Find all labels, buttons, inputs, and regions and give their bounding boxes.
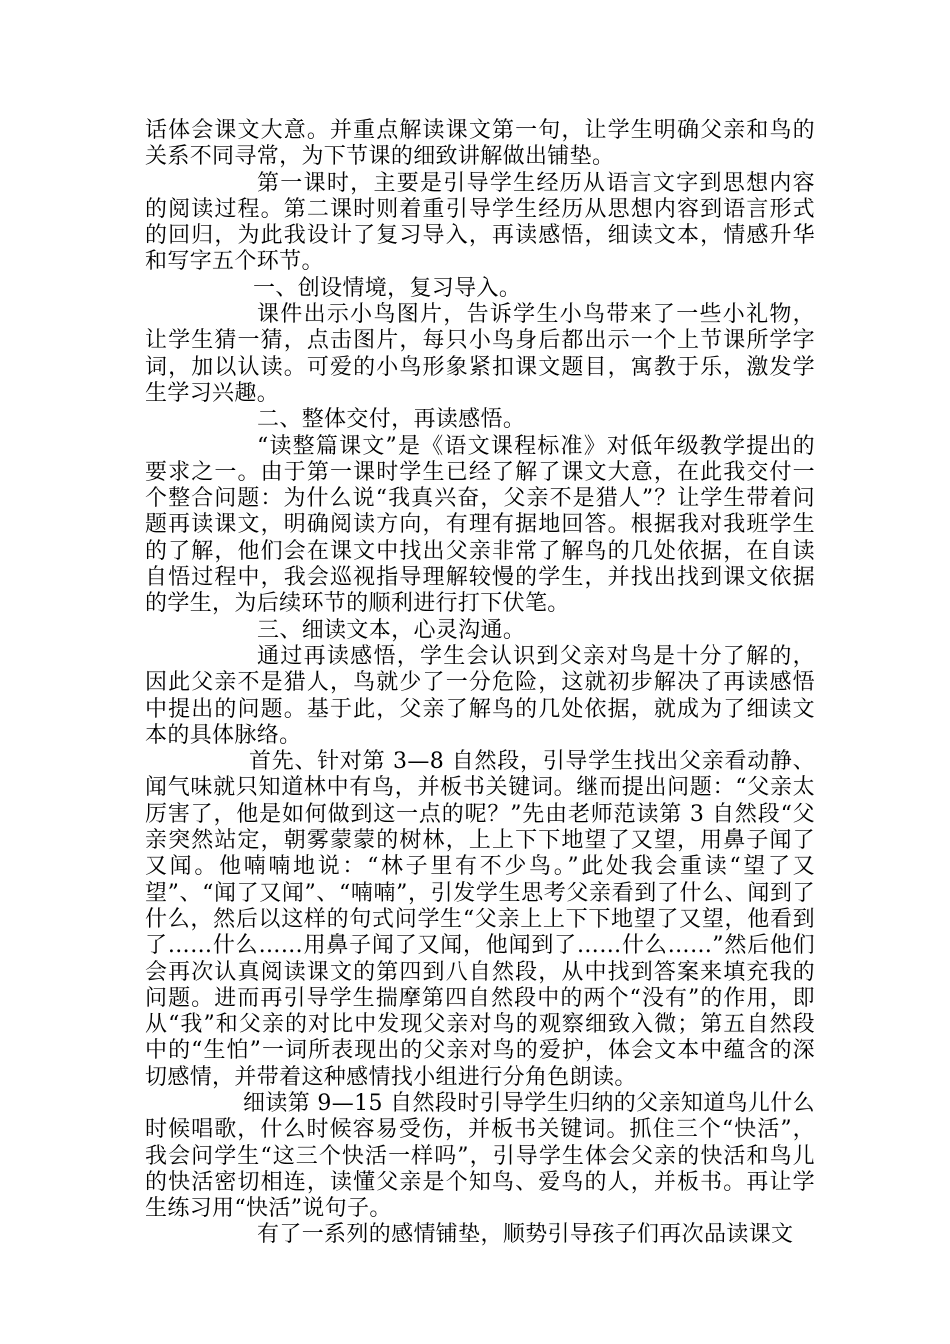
paragraph-lesson-overview: 第一课时，主要是引导学生经历从语言文字到思想内容的阅读过程。第二课时则着重引导学生经历从思想内容到语言形式的回归，为此我设计了复习导入，再读感悟，细读文本，情感升华和写字五个环节。	[145, 170, 815, 275]
section-heading-2: 二、整体交付，再读感悟。	[257, 407, 526, 433]
document-body	[145, 118, 815, 1249]
paragraph-close-reading: 通过再读感悟，学生会认识到父亲对鸟是十分了解的，因此父亲不是猎人，鸟就少了一分危险，这就初步解决了再读感悟中提出的问题。基于此，父亲了解鸟的几处依据，就成为了细读文本的具体脉络。	[145, 643, 815, 748]
section-heading-1: 一、创设情境，复习导入。	[253, 275, 522, 301]
paragraph-section-9-15: 细读第 9—15 自然段时引导学生归纳的父亲知道鸟儿什么时候唱歌，什么时候容易受伤，并板书关键词。抓住三个“快活”，我会问学生“这三个快活一样吗”，引导学生体会父亲的快活和鸟儿的快活密切相连，读懂父亲是个知鸟、爱鸟的人，并板书。再让学生练习用“快活”说句子。	[145, 1090, 815, 1222]
paragraph-review-intro: 课件出示小鸟图片，告诉学生小鸟带来了一些小礼物，让学生猜一猜，点击图片，每只小鸟身后都出示一个上节课所学字词，加以认读。可爱的小鸟形象紧扣课文题目，寓教于乐，激发学生学习兴趣。	[145, 302, 815, 406]
section-heading-3: 三、细读文本，心灵沟通。	[257, 617, 526, 643]
paragraph-section-3-8: 首先、针对第 3—8 自然段，引导学生找出父亲看动静、闻气味就只知道林中有鸟，并板书关键词。继而提出问题：“父亲太厉害了，他是如何做到这一点的呢？”先由老师范读第 3 自然段“父亲突然站定，朝雾蒙蒙的树林，上上下下地望了又望，用鼻子闻了又闻。他喃喃地说：“林子里有不少鸟。”此处我会重读“望了又望”、“闻了又闻”、“喃喃”，引发学生思考父亲看到了什么、闻到了什么，然后以这样的句式问学生“父亲上上下下地望了又望，他看到了……什么……用鼻子闻了又闻，他闻到了……什么……”然后他们会再次认真阅读课文的第四到八自然段，从中找到答案来填充我的问题。进而再引导学生揣摩第四自然段中的两个“没有”的作用，即从“我”和父亲的对比中发现父亲对鸟的观察细致入微；第五自然段中的“生怕”一词所表现出的父亲对鸟的爱护，体会文本中蕴含的深切感情，并带着这种感情找小组进行分角色朗读。	[145, 749, 815, 1090]
paragraph-reread: “读整篇课文”是《语文课程标准》对低年级教学提出的要求之一。由于第一课时学生已经了解了课文大意，在此我交付一个整合问题：为什么说“我真兴奋，父亲不是猎人”？让学生带着问题再读课文，明确阅读方向，有理有据地回答。根据我对我班学生的了解，他们会在课文中找出父亲非常了解鸟的几处依据，在自读自悟过程中，我会巡视指导理解较慢的学生，并找出找到课文依据的学生，为后续环节的顺利进行打下伏笔。	[145, 433, 815, 617]
paragraph-final-partial: 有了一系列的感情铺垫，顺势引导孩子们再次品读课文	[257, 1222, 794, 1248]
paragraph-intro-continuation: 话体会课文大意。并重点解读课文第一句，让学生明确父亲和鸟的关系不同寻常，为下节课的细致讲解做出铺垫。	[145, 118, 815, 170]
